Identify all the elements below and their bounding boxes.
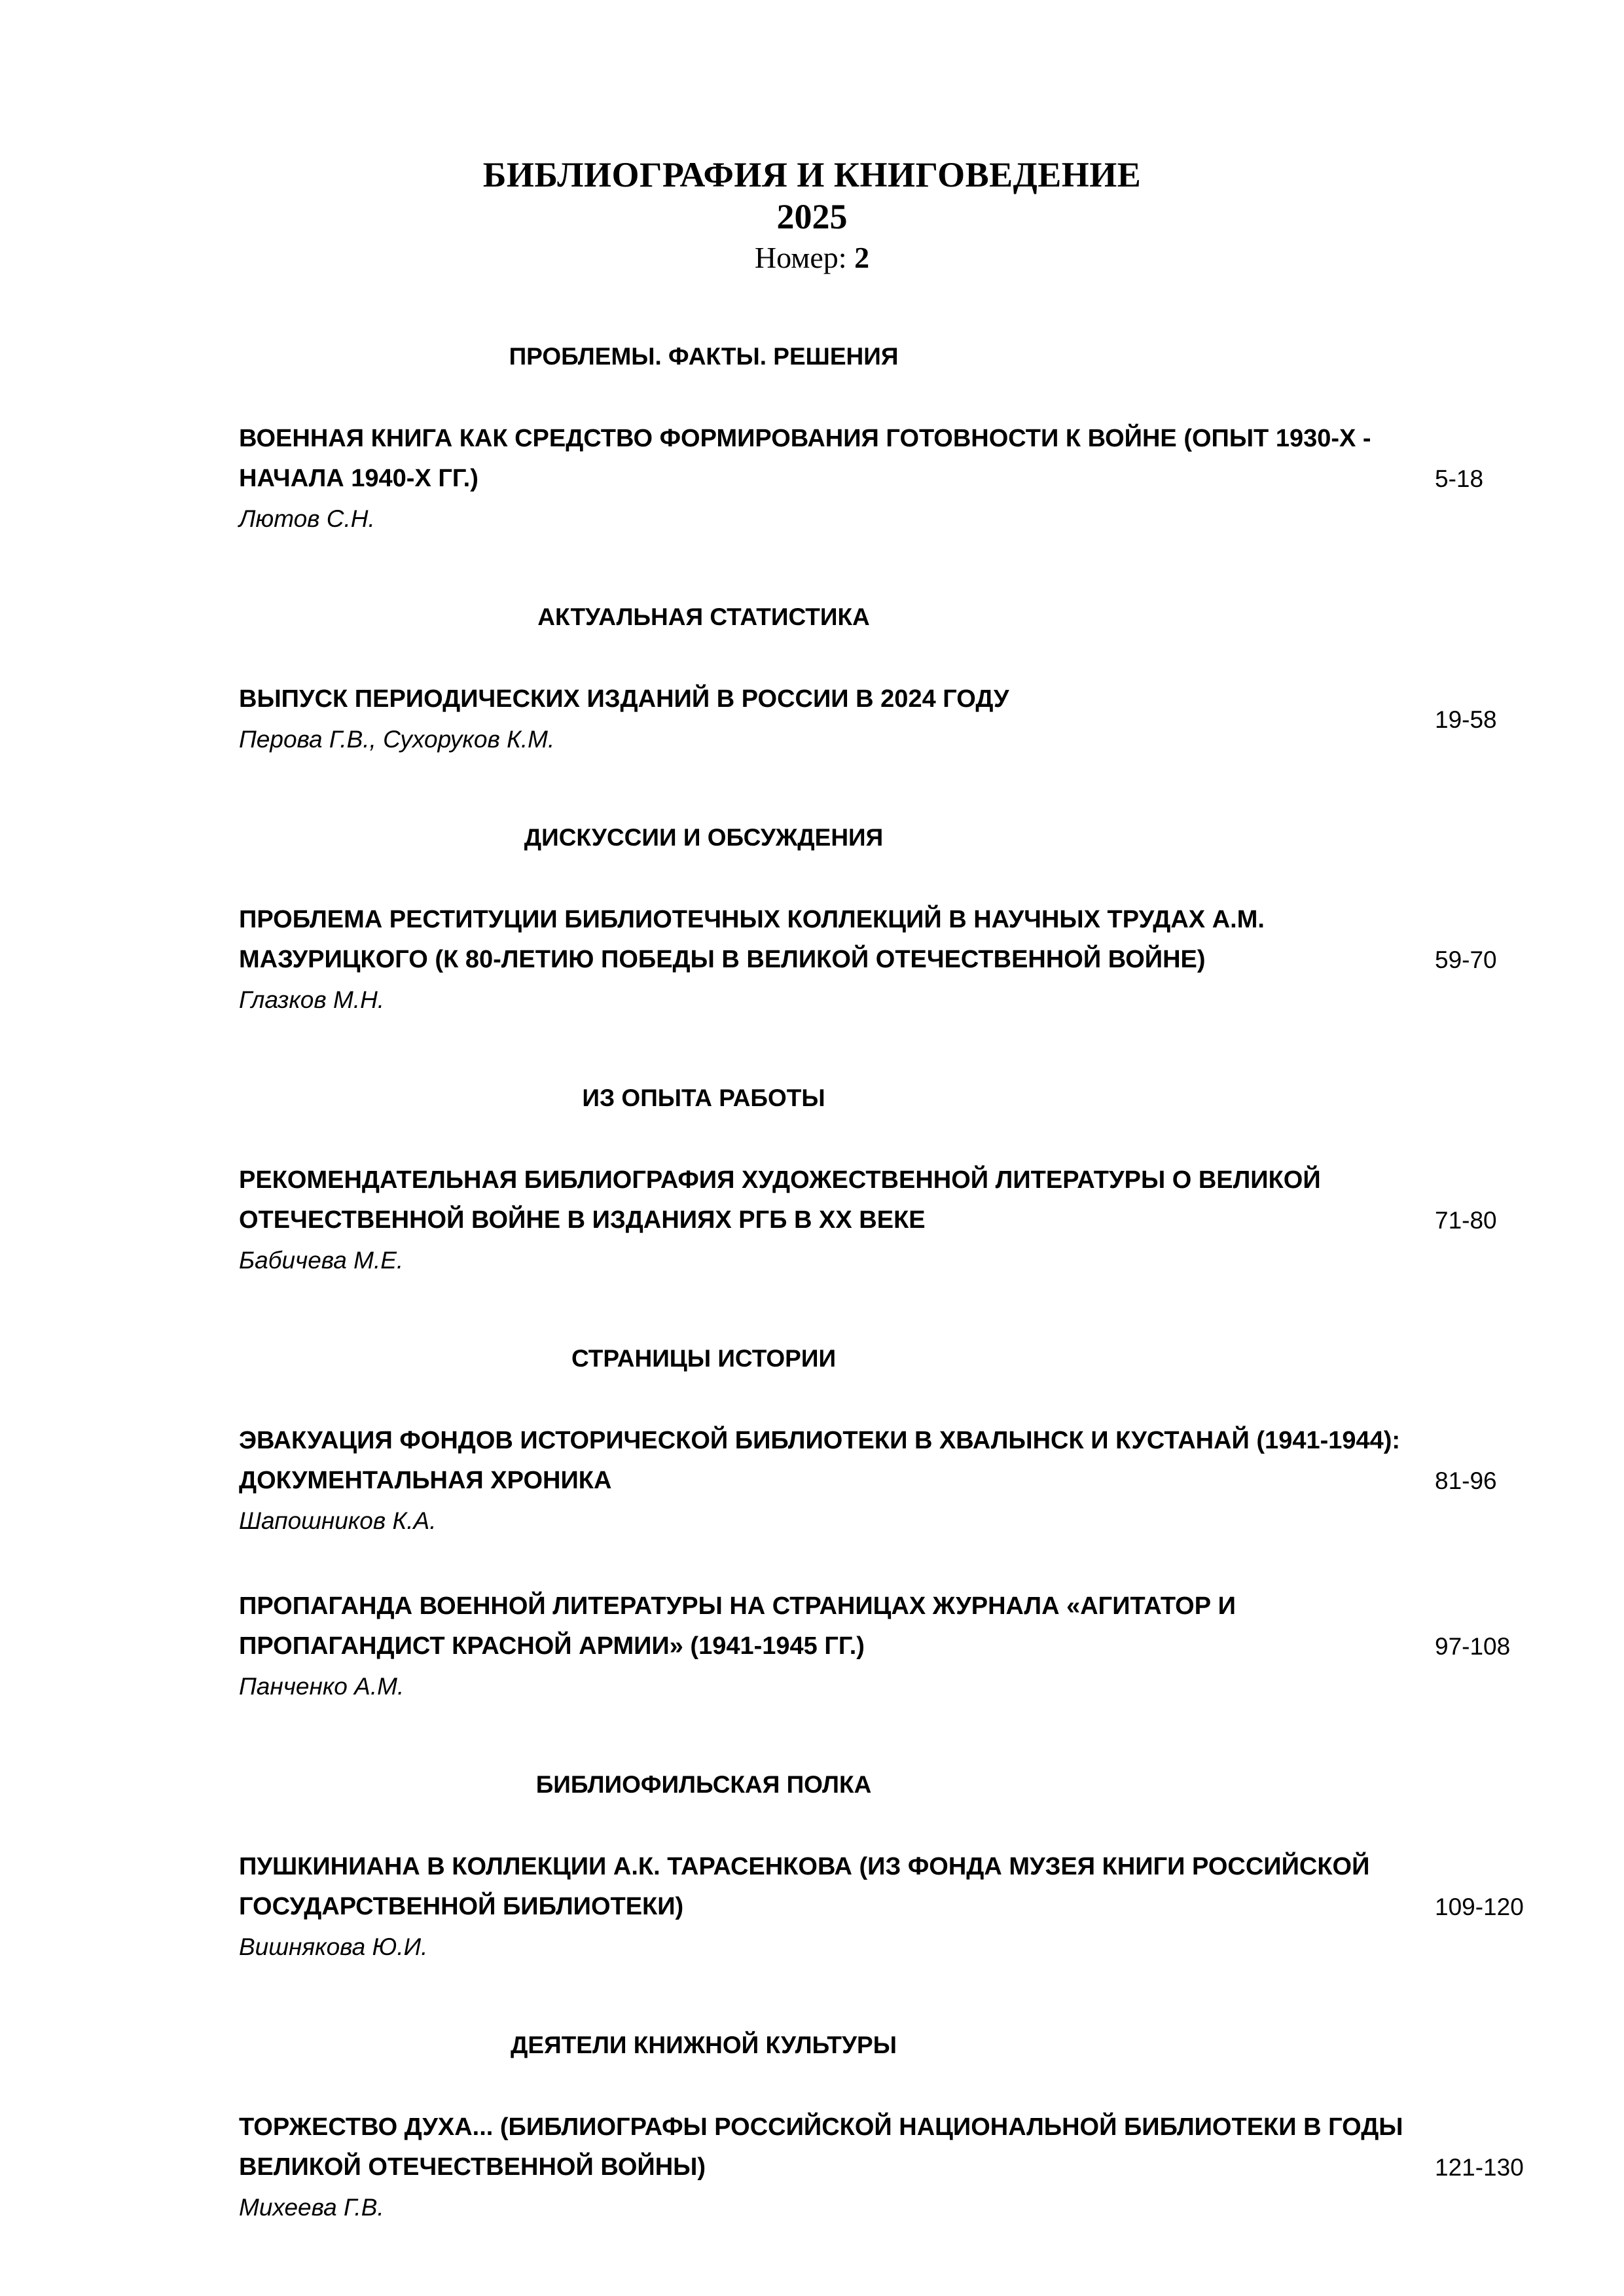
entry-author: Панченко А.М. <box>239 1673 405 1700</box>
entry-title[interactable]: ВЫПУСК ПЕРИОДИЧЕСКИХ ИЗДАНИЙ В РОССИИ В 2024 ГОДУ <box>239 685 1009 713</box>
entry-page-range: 19-58 <box>1435 706 1497 733</box>
entry-author: Глазков М.Н. <box>239 986 385 1013</box>
toc-entry[interactable] <box>239 1160 1561 1280</box>
toc-entry[interactable] <box>239 679 1561 759</box>
entry-title[interactable]: ПРОБЛЕМА РЕСТИТУЦИИ БИБЛИОТЕЧНЫХ КОЛЛЕКЦИЙ В НАУЧНЫХ ТРУДАХ А.М. МАЗУРИЦКОГО (К 80-ЛЕТИЮ ПОБЕДЫ В ВЕЛИКОЙ ОТЕЧЕСТВЕННОЙ ВОЙНЕ) <box>239 906 1265 973</box>
toc-entry[interactable] <box>239 419 1561 539</box>
entry-author: Вишнякова Ю.И. <box>239 1933 428 1960</box>
entry-author: Бабичева М.Е. <box>239 1247 404 1274</box>
section-heading: ДЕЯТЕЛИ КНИЖНОЙ КУЛЬТУРЫ <box>511 2032 897 2058</box>
document-header <box>0 154 1624 278</box>
entry-title[interactable]: ВОЕННАЯ КНИГА КАК СРЕДСТВО ФОРМИРОВАНИЯ ГОТОВНОСТИ К ВОЙНЕ (ОПЫТ 1930-Х - НАЧАЛА 1940-Х ГГ.) <box>239 425 1371 492</box>
toc-entry[interactable] <box>239 1587 1561 1706</box>
entry-page-range: 109-120 <box>1435 1893 1524 1920</box>
section-heading: СТРАНИЦЫ ИСТОРИИ <box>571 1345 837 1372</box>
entry-page-range: 71-80 <box>1435 1207 1497 1234</box>
journal-year: 2025 <box>776 197 848 236</box>
entry-author: Шапошников К.А. <box>239 1507 437 1534</box>
issue-label: Номер: <box>754 241 855 274</box>
entry-title[interactable]: ТОРЖЕСТВО ДУХА... (БИБЛИОГРАФЫ РОССИЙСКОЙ НАЦИОНАЛЬНОЙ БИБЛИОТЕКИ В ГОДЫ ВЕЛИКОЙ ОТЕЧЕСТВЕННОЙ ВОЙНЫ) <box>239 2113 1403 2181</box>
toc-entry[interactable] <box>239 900 1561 1020</box>
entry-page-range: 59-70 <box>1435 946 1497 973</box>
section-heading: ДИСКУССИИ И ОБСУЖДЕНИЯ <box>524 824 884 851</box>
issue-number: 2 <box>854 241 870 274</box>
toc-entry[interactable] <box>239 2108 1561 2227</box>
entry-author: Лютов С.Н. <box>239 505 375 532</box>
entry-page-range: 5-18 <box>1435 465 1484 492</box>
entry-title[interactable]: ПРОПАГАНДА ВОЕННОЙ ЛИТЕРАТУРЫ НА СТРАНИЦАХ ЖУРНАЛА «АГИТАТОР И ПРОПАГАНДИСТ КРАСНОЙ АРМИИ» (1941-1945 ГГ.) <box>239 1592 1236 1660</box>
entry-author: Михеева Г.В. <box>239 2194 384 2221</box>
journal-title: БИБЛИОГРАФИЯ И КНИГОВЕДЕНИЕ <box>482 155 1142 194</box>
toc-entry[interactable] <box>239 1421 1561 1541</box>
section-heading: БИБЛИОФИЛЬСКАЯ ПОЛКА <box>535 1771 872 1798</box>
entry-page-range: 81-96 <box>1435 1467 1497 1494</box>
entry-page-range: 121-130 <box>1435 2154 1524 2181</box>
section-heading: АКТУАЛЬНАЯ СТАТИСТИКА <box>537 603 870 630</box>
toc-entry[interactable] <box>239 1847 1561 1967</box>
issue-line <box>0 238 1624 278</box>
section-heading: ИЗ ОПЫТА РАБОТЫ <box>582 1085 825 1111</box>
entry-title[interactable]: РЕКОМЕНДАТЕЛЬНАЯ БИБЛИОГРАФИЯ ХУДОЖЕСТВЕННОЙ ЛИТЕРАТУРЫ О ВЕЛИКОЙ ОТЕЧЕСТВЕННОЙ ВОЙНЕ В ИЗДАНИЯХ РГБ В ХХ ВЕКЕ <box>239 1166 1321 1234</box>
entry-title[interactable]: ПУШКИНИАНА В КОЛЛЕКЦИИ А.К. ТАРАСЕНКОВА (ИЗ ФОНДА МУЗЕЯ КНИГИ РОССИЙСКОЙ ГОСУДАРСТВЕННОЙ БИБЛИОТЕКИ) <box>239 1853 1370 1920</box>
entry-title[interactable]: ЭВАКУАЦИЯ ФОНДОВ ИСТОРИЧЕСКОЙ БИБЛИОТЕКИ В ХВАЛЫНСК И КУСТАНАЙ (1941-1944): ДОКУМЕНТАЛЬНАЯ ХРОНИКА <box>239 1427 1401 1494</box>
table-of-contents <box>239 340 1561 2289</box>
entry-author: Перова Г.В., Сухоруков К.М. <box>239 726 555 753</box>
entry-page-range: 97-108 <box>1435 1633 1511 1660</box>
section-heading: ПРОБЛЕМЫ. ФАКТЫ. РЕШЕНИЯ <box>509 343 899 370</box>
